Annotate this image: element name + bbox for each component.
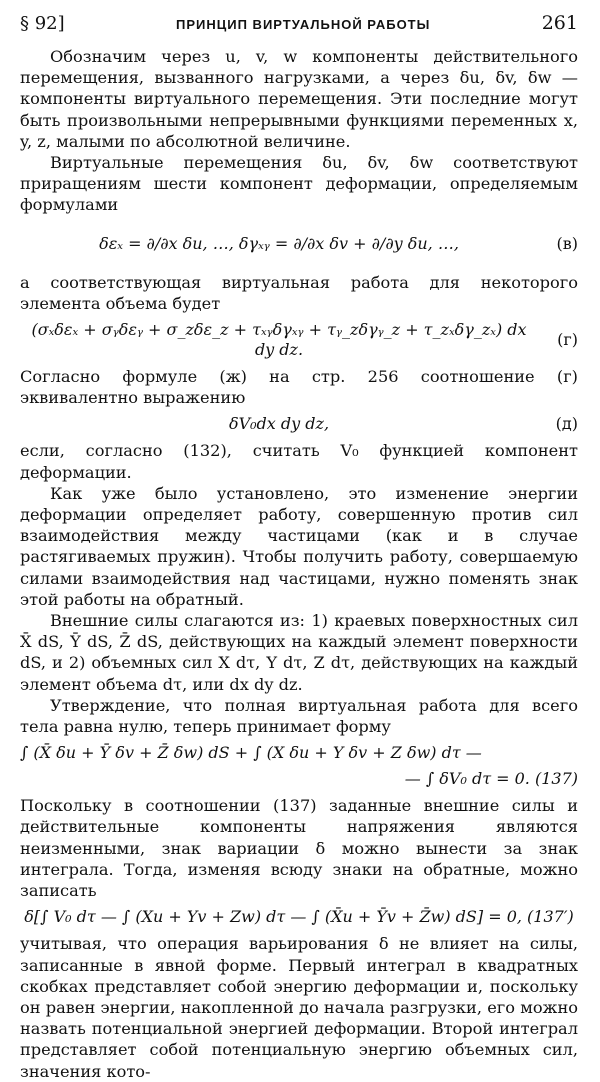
equation-v xyxy=(20,222,578,266)
equation-d-body: δV₀dx dy dz, xyxy=(228,414,330,434)
equation-137-line1-body: ∫ (X̄ δu + Ȳ δv + Z̄ δw) dS + ∫ (X δu + Y δv + Z δw) dτ — xyxy=(20,743,482,763)
paragraph-5: если, согласно (132), считать V₀ функцией компонент деформации. xyxy=(20,441,578,482)
equation-d-tag: (д) xyxy=(555,414,578,434)
paragraph-6: Как уже было установлено, это изменение энергии деформации определяет работу, совершенную против сил взаимодействия между частицами (как и в случае растягиваемых пружин). Чтобы получить работу, совершаемую силами взаимодействия над частицами, нужно поменять знак этой работы на обратный. xyxy=(20,483,578,609)
equation-137-line2 xyxy=(20,769,578,789)
running-title: ПРИНЦИП ВИРТУАЛЬНОЙ РАБОТЫ xyxy=(176,17,431,32)
equation-d xyxy=(20,414,578,434)
equation-137-line2-body: — ∫ δV₀ dτ = 0. (137) xyxy=(404,769,578,789)
section-marker: § 92] xyxy=(20,13,65,34)
page-number: 261 xyxy=(541,12,578,34)
equation-v-tag: (в) xyxy=(556,233,578,253)
equation-g-body: (σₓδεₓ + σᵧδεᵧ + σ_zδε_z + τₓᵧδγₓᵧ + τᵧ_zδγᵧ_z + τ_zₓδγ_zₓ) dx dy dz. xyxy=(31,320,527,360)
equation-137-line1 xyxy=(20,743,578,763)
equation-g xyxy=(20,320,578,360)
paragraph-2: Виртуальные перемещения δu, δv, δw соответствуют приращениям шести компонент деформации, определяемым формулами xyxy=(20,153,578,215)
paragraph-3: а соответствующая виртуальная работа для некоторого элемента объема будет xyxy=(20,272,578,313)
equation-g-tag: (г) xyxy=(557,330,578,350)
running-header xyxy=(20,12,578,46)
paragraph-7: Внешние силы слагаются из: 1) краевых поверхностных сил X̄ dS, Ȳ dS, Z̄ dS, действующих на каждый элемент поверхности dS, и 2) объемных сил X dτ, Y dτ, Z dτ, действующих на каждый элемент объема dτ, или dx dy dz. xyxy=(20,611,578,694)
paragraph-1: Обозначим через u, v, w компоненты действительного перемещения, вызванного нагрузками, а через δu, δv, δw — компоненты виртуального перемещения. Эти последние могут быть произвольными непрерывными функциями переменных x, y, z, малыми по абсолютной величине. xyxy=(20,47,578,151)
paragraph-4: Согласно формуле (ж) на стр. 256 соотношение (г) эквивалентно выражению xyxy=(20,367,578,408)
paragraph-9: Поскольку в соотношении (137) заданные внешние силы и действительные компоненты напряжения являются неизменными, знак вариации δ можно вынести за знак интеграла. Тогда, изменяя всюду знаки на обратные, можно записать xyxy=(20,796,578,901)
equation-v-body: δεₓ = ∂/∂x δu, …, δγₓᵧ = ∂/∂x δv + ∂/∂y δu, …, xyxy=(99,233,459,253)
paragraph-10: учитывая, что операция варьирования δ не влияет на силы, записанные в явной форме. Первый интеграл в квадратных скобках представляет собой энергию деформации и, поскольку он равен энергии, накопленной до начала разгрузки, его можно назвать потенциальной энергией деформации. Второй интеграл представляет собой потенциальную энергию объемных сил, значения кото- xyxy=(20,934,578,1081)
equation-137-prime-body: δ[∫ V₀ dτ — ∫ (Xu + Yv + Zw) dτ — ∫ (X̄u + Ȳv + Z̄w) dS] = 0, (137′) xyxy=(24,907,574,927)
paragraph-8: Утверждение, что полная виртуальная работа для всего тела равна нулю, теперь принимает форму xyxy=(20,695,578,737)
equation-137-prime xyxy=(20,907,578,927)
